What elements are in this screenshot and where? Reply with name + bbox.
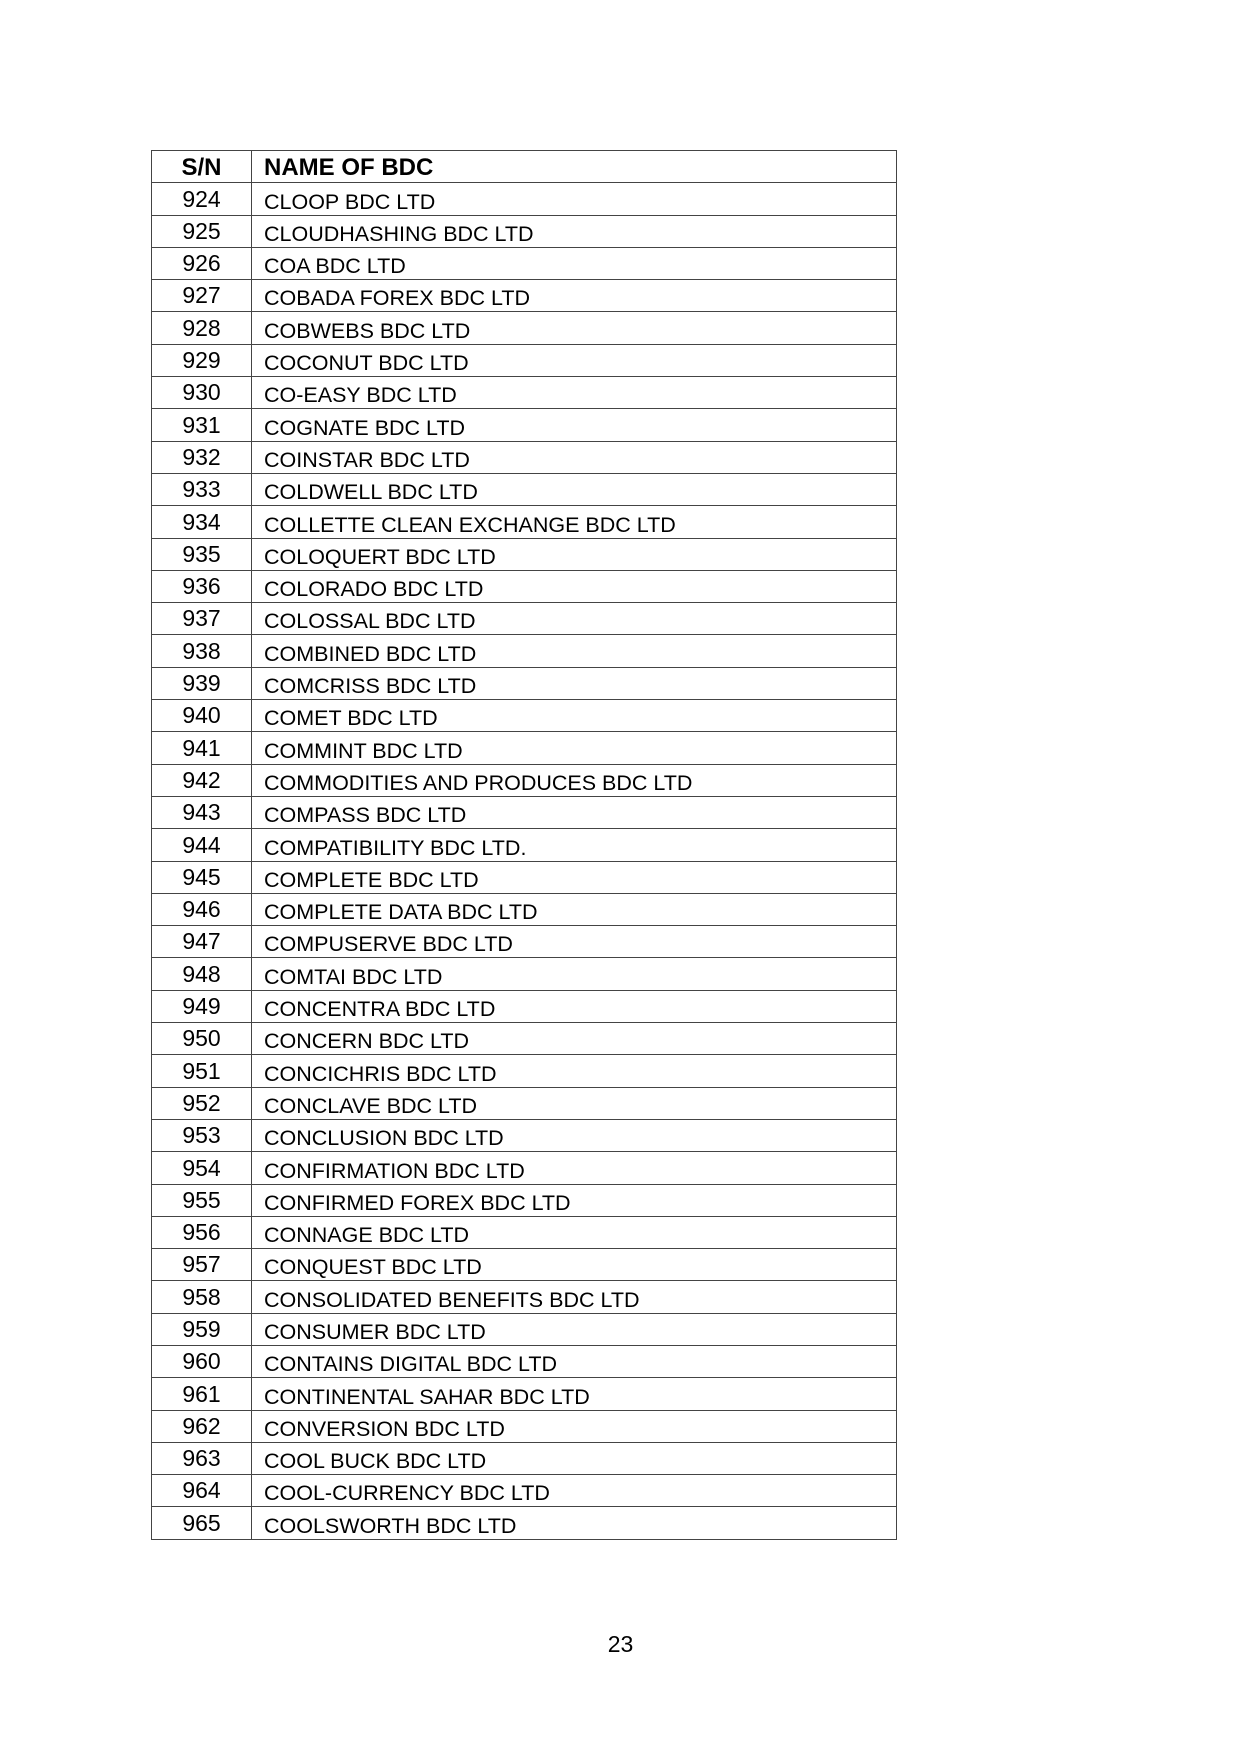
bdc-name-cell: COMTAI BDC LTD <box>252 958 897 990</box>
bdc-name-cell: COMMINT BDC LTD <box>252 732 897 764</box>
serial-number-cell: 931 <box>152 409 252 441</box>
table-row <box>152 764 897 796</box>
table-row <box>152 635 897 667</box>
bdc-name-cell: CONTINENTAL SAHAR BDC LTD <box>252 1378 897 1410</box>
sn-column-header: S/N <box>152 151 252 183</box>
table-row <box>152 538 897 570</box>
bdc-name-cell: CONCENTRA BDC LTD <box>252 990 897 1022</box>
serial-number-cell: 938 <box>152 635 252 667</box>
serial-number-cell: 953 <box>152 1119 252 1151</box>
table-row <box>152 441 897 473</box>
bdc-name-cell: CONSOLIDATED BENEFITS BDC LTD <box>252 1281 897 1313</box>
serial-number-cell: 946 <box>152 893 252 925</box>
table-row <box>152 1055 897 1087</box>
table-row <box>152 667 897 699</box>
table-row <box>152 409 897 441</box>
bdc-name-cell: COBWEBS BDC LTD <box>252 312 897 344</box>
table-row <box>152 1087 897 1119</box>
bdc-name-cell: CONFIRMED FOREX BDC LTD <box>252 1184 897 1216</box>
serial-number-cell: 929 <box>152 344 252 376</box>
table-row <box>152 1184 897 1216</box>
bdc-name-cell: COMMODITIES AND PRODUCES BDC LTD <box>252 764 897 796</box>
bdc-name-cell: CONCERN BDC LTD <box>252 1023 897 1055</box>
bdc-name-cell: COMPATIBILITY BDC LTD. <box>252 829 897 861</box>
bdc-name-cell: COLOQUERT BDC LTD <box>252 538 897 570</box>
bdc-name-cell: COA BDC LTD <box>252 247 897 279</box>
bdc-name-cell: COMBINED BDC LTD <box>252 635 897 667</box>
bdc-name-cell: COCONUT BDC LTD <box>252 344 897 376</box>
table-row <box>152 1475 897 1507</box>
table-row <box>152 926 897 958</box>
serial-number-cell: 955 <box>152 1184 252 1216</box>
table-row <box>152 796 897 828</box>
bdc-name-cell: COLLETTE CLEAN EXCHANGE BDC LTD <box>252 506 897 538</box>
bdc-name-cell: CONNAGE BDC LTD <box>252 1216 897 1248</box>
serial-number-cell: 961 <box>152 1378 252 1410</box>
serial-number-cell: 963 <box>152 1442 252 1474</box>
table-row <box>152 861 897 893</box>
serial-number-cell: 965 <box>152 1507 252 1539</box>
bdc-name-cell: COLOSSAL BDC LTD <box>252 603 897 635</box>
bdc-name-cell: CLOUDHASHING BDC LTD <box>252 215 897 247</box>
bdc-name-cell: COMPUSERVE BDC LTD <box>252 926 897 958</box>
serial-number-cell: 942 <box>152 764 252 796</box>
serial-number-cell: 937 <box>152 603 252 635</box>
table-row <box>152 1281 897 1313</box>
serial-number-cell: 962 <box>152 1410 252 1442</box>
bdc-name-cell: CONQUEST BDC LTD <box>252 1249 897 1281</box>
serial-number-cell: 954 <box>152 1152 252 1184</box>
table-row <box>152 990 897 1022</box>
serial-number-cell: 948 <box>152 958 252 990</box>
table-row <box>152 183 897 215</box>
table-row <box>152 473 897 505</box>
bdc-name-cell: COMPASS BDC LTD <box>252 796 897 828</box>
table-row <box>152 247 897 279</box>
table-row <box>152 1442 897 1474</box>
bdc-name-cell: COOL BUCK BDC LTD <box>252 1442 897 1474</box>
bdc-name-cell: COMPLETE DATA BDC LTD <box>252 893 897 925</box>
table-row <box>152 732 897 764</box>
bdc-list-table <box>151 150 897 1540</box>
table-row <box>152 1378 897 1410</box>
bdc-name-cell: CONSUMER BDC LTD <box>252 1313 897 1345</box>
serial-number-cell: 959 <box>152 1313 252 1345</box>
table-row <box>152 829 897 861</box>
bdc-name-cell: COINSTAR BDC LTD <box>252 441 897 473</box>
serial-number-cell: 951 <box>152 1055 252 1087</box>
serial-number-cell: 957 <box>152 1249 252 1281</box>
bdc-name-cell: CONCLAVE BDC LTD <box>252 1087 897 1119</box>
table-row <box>152 344 897 376</box>
table-row <box>152 893 897 925</box>
serial-number-cell: 932 <box>152 441 252 473</box>
serial-number-cell: 947 <box>152 926 252 958</box>
table-row <box>152 312 897 344</box>
bdc-name-cell: CLOOP BDC LTD <box>252 183 897 215</box>
table-row <box>152 958 897 990</box>
bdc-name-cell: CO-EASY BDC LTD <box>252 377 897 409</box>
bdc-name-cell: COOL-CURRENCY BDC LTD <box>252 1475 897 1507</box>
serial-number-cell: 940 <box>152 700 252 732</box>
serial-number-cell: 926 <box>152 247 252 279</box>
serial-number-cell: 952 <box>152 1087 252 1119</box>
serial-number-cell: 956 <box>152 1216 252 1248</box>
serial-number-cell: 950 <box>152 1023 252 1055</box>
serial-number-cell: 964 <box>152 1475 252 1507</box>
serial-number-cell: 944 <box>152 829 252 861</box>
serial-number-cell: 943 <box>152 796 252 828</box>
table-row <box>152 377 897 409</box>
bdc-name-cell: COLDWELL BDC LTD <box>252 473 897 505</box>
serial-number-cell: 924 <box>152 183 252 215</box>
table-row <box>152 1119 897 1151</box>
table-row <box>152 506 897 538</box>
serial-number-cell: 933 <box>152 473 252 505</box>
bdc-name-cell: COMCRISS BDC LTD <box>252 667 897 699</box>
table-header-row <box>152 151 897 183</box>
page-number: 23 <box>607 1631 634 1657</box>
bdc-name-cell: COMPLETE BDC LTD <box>252 861 897 893</box>
bdc-name-cell: CONFIRMATION BDC LTD <box>252 1152 897 1184</box>
bdc-name-cell: COLORADO BDC LTD <box>252 570 897 602</box>
serial-number-cell: 941 <box>152 732 252 764</box>
bdc-name-cell: CONTAINS DIGITAL BDC LTD <box>252 1345 897 1377</box>
table-row <box>152 1507 897 1539</box>
name-column-header: NAME OF BDC <box>252 151 897 183</box>
table-body <box>152 183 897 1539</box>
serial-number-cell: 958 <box>152 1281 252 1313</box>
table-row <box>152 603 897 635</box>
bdc-name-cell: CONVERSION BDC LTD <box>252 1410 897 1442</box>
bdc-name-cell: COBADA FOREX BDC LTD <box>252 280 897 312</box>
serial-number-cell: 930 <box>152 377 252 409</box>
serial-number-cell: 928 <box>152 312 252 344</box>
serial-number-cell: 945 <box>152 861 252 893</box>
table-row <box>152 280 897 312</box>
bdc-name-cell: CONCLUSION BDC LTD <box>252 1119 897 1151</box>
table-row <box>152 215 897 247</box>
bdc-name-cell: CONCICHRIS BDC LTD <box>252 1055 897 1087</box>
table-row <box>152 1410 897 1442</box>
bdc-name-cell: COGNATE BDC LTD <box>252 409 897 441</box>
bdc-name-cell: COMET BDC LTD <box>252 700 897 732</box>
table-row <box>152 1313 897 1345</box>
serial-number-cell: 949 <box>152 990 252 1022</box>
bdc-name-cell: COOLSWORTH BDC LTD <box>252 1507 897 1539</box>
table-row <box>152 700 897 732</box>
table-row <box>152 1345 897 1377</box>
table-row <box>152 570 897 602</box>
table-row <box>152 1023 897 1055</box>
serial-number-cell: 934 <box>152 506 252 538</box>
serial-number-cell: 960 <box>152 1345 252 1377</box>
table-row <box>152 1216 897 1248</box>
serial-number-cell: 939 <box>152 667 252 699</box>
serial-number-cell: 935 <box>152 538 252 570</box>
table-row <box>152 1249 897 1281</box>
serial-number-cell: 927 <box>152 280 252 312</box>
table-row <box>152 1152 897 1184</box>
serial-number-cell: 925 <box>152 215 252 247</box>
serial-number-cell: 936 <box>152 570 252 602</box>
